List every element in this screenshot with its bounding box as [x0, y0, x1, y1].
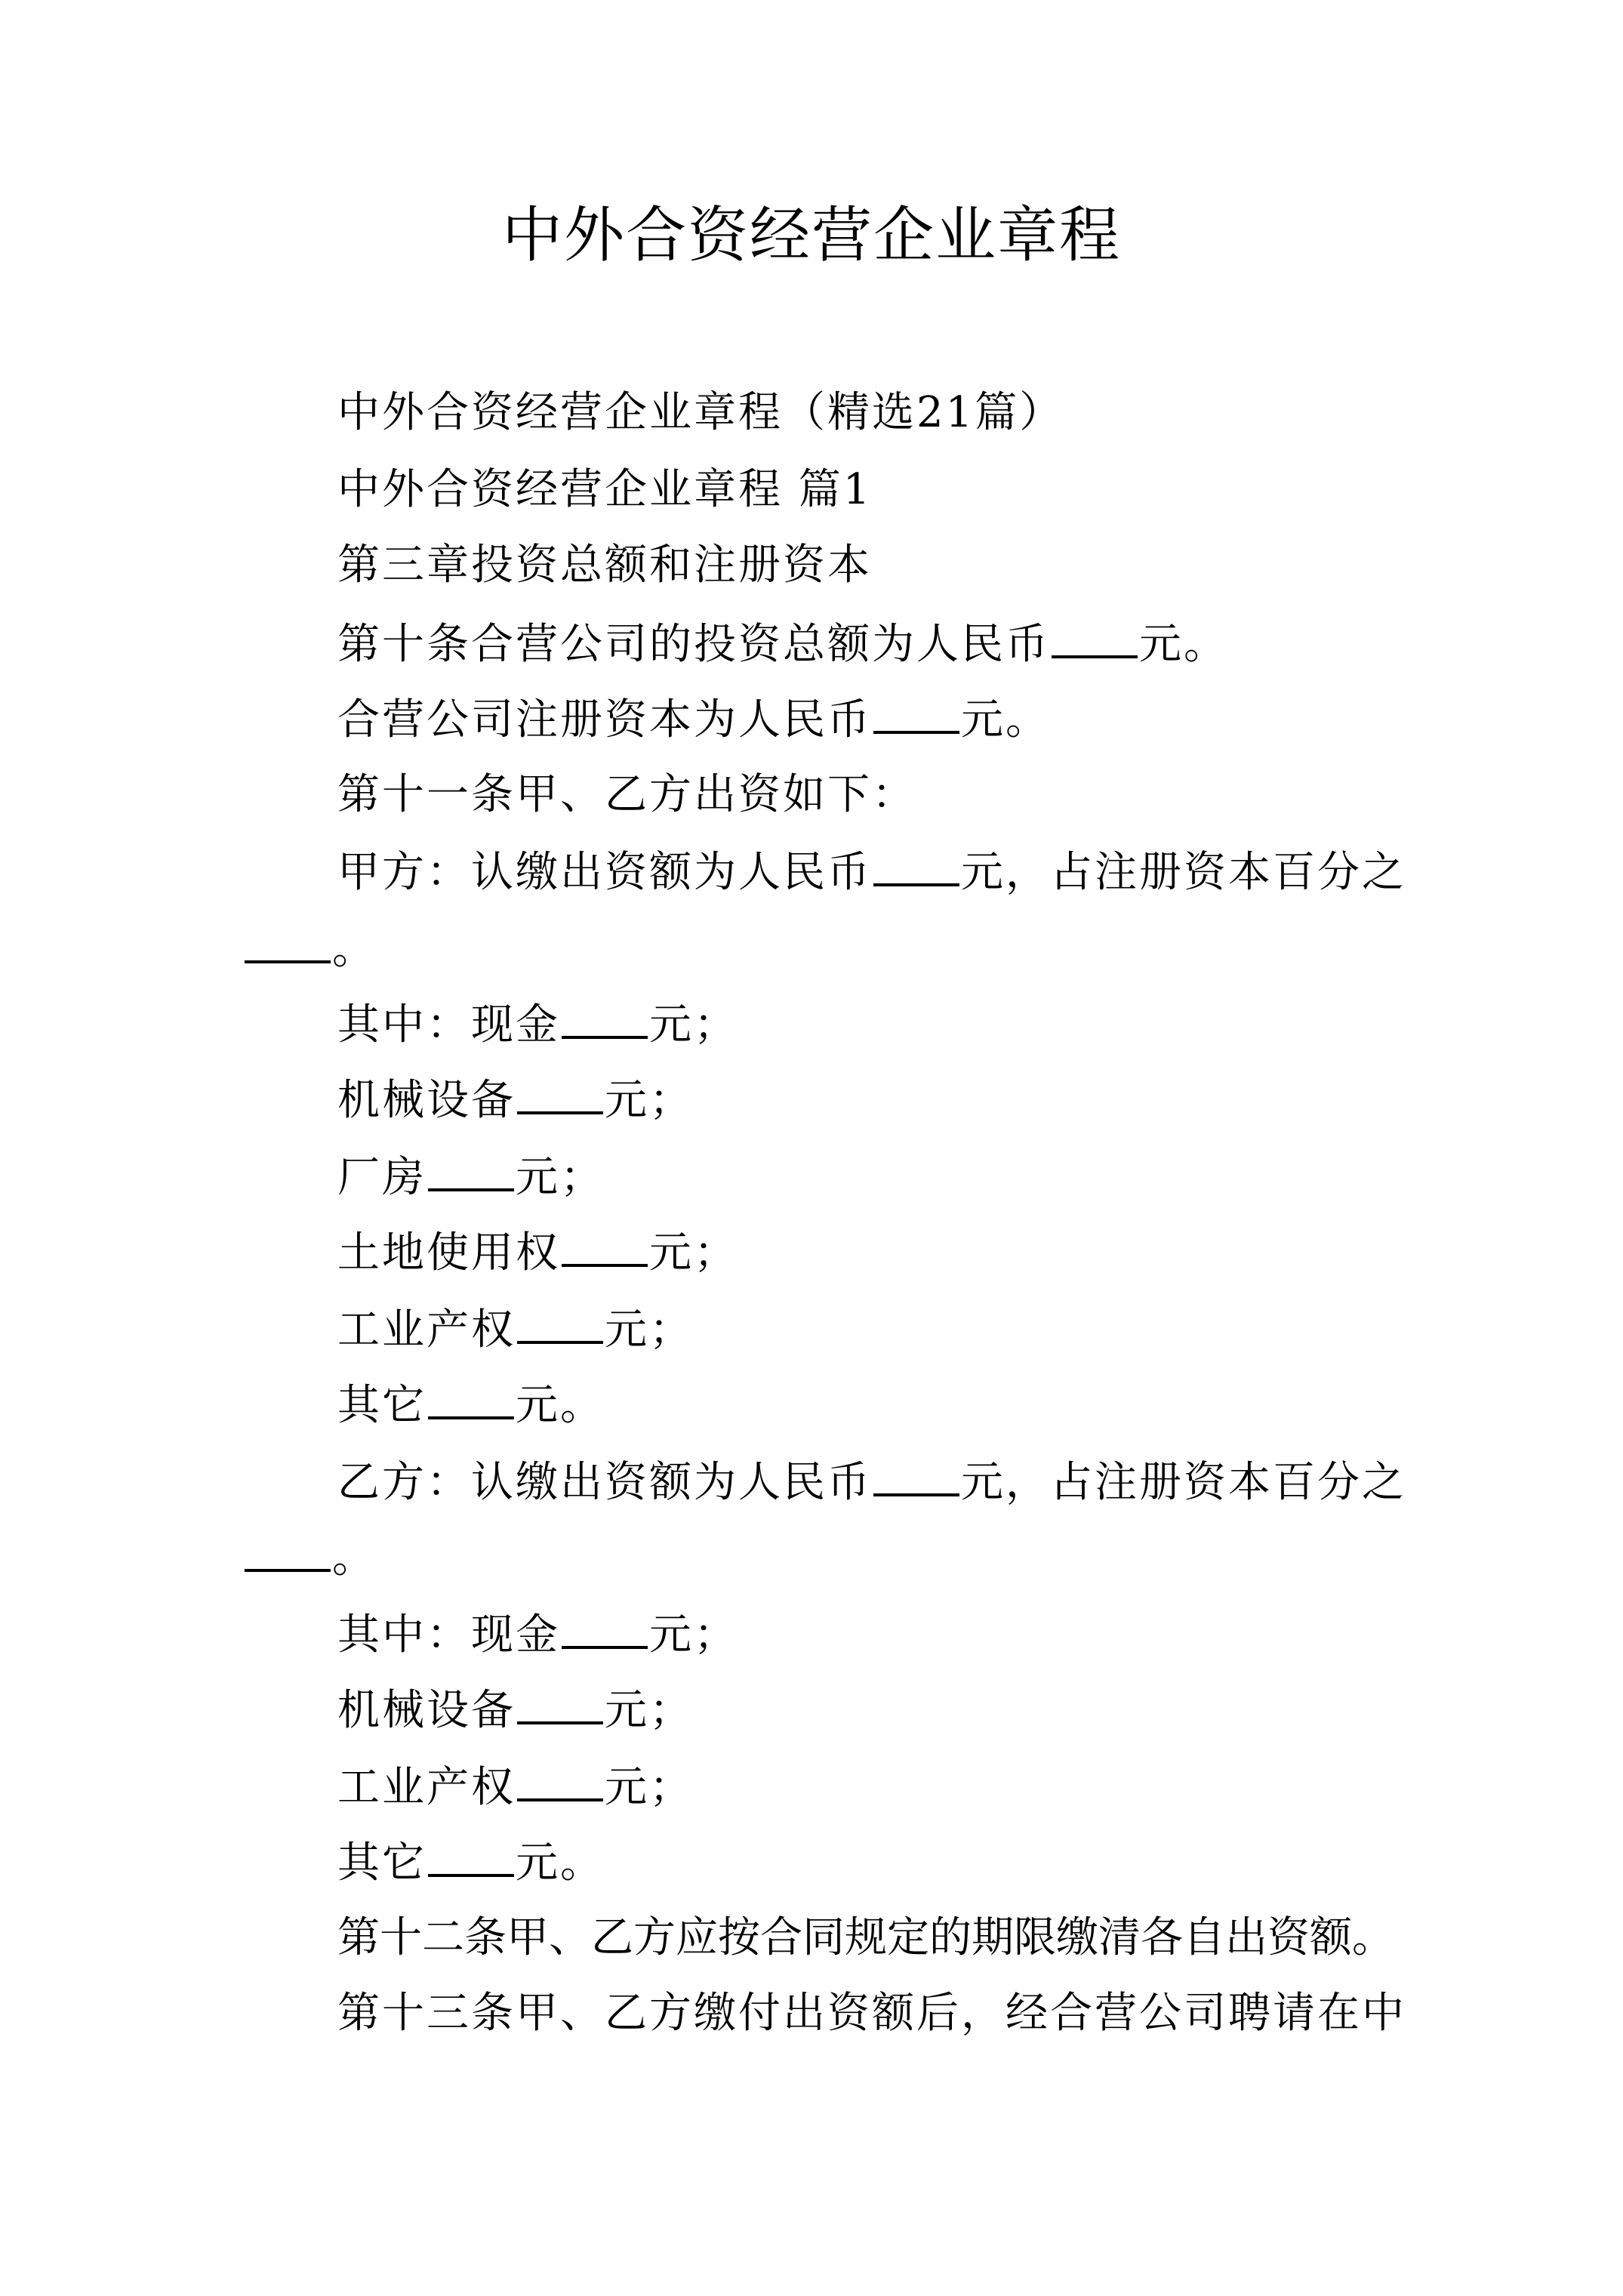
fill-blank [562, 1607, 648, 1649]
text-segment: 其它 [337, 1381, 427, 1430]
text-segment: 元。 [1139, 620, 1228, 669]
text-segment: 元。 [516, 1838, 605, 1888]
fill-blank [517, 1682, 603, 1724]
text-segment: 元； [516, 1153, 605, 1202]
article-12: 第十二条甲、乙方应按合同规定的期限缴清各自出资额。 [337, 1913, 1394, 1962]
party-a-plant [337, 1149, 605, 1204]
fill-blank [873, 1454, 959, 1496]
text-segment: 元； [605, 1305, 694, 1354]
text-segment: 。 [332, 1533, 377, 1583]
text-segment: 机械设备 [337, 1686, 516, 1735]
text-segment: 厂房 [337, 1153, 427, 1202]
party-a-contribution [337, 844, 1406, 899]
party-a-industrial-property [337, 1302, 694, 1357]
text-segment: 元，占注册资本百分之 [961, 848, 1406, 897]
fill-blank [428, 1149, 514, 1191]
party-b-contribution [337, 1454, 1406, 1509]
document-title: 中外合资经营企业章程 [502, 200, 1121, 270]
article-13: 第十三条甲、乙方缴付出资额后，经合营公司聘请在中 [337, 1989, 1406, 2038]
section-heading: 中外合资经营企业章程 篇1 [337, 465, 873, 514]
text-segment: 工业产权 [337, 1305, 516, 1354]
text-segment: 元； [605, 1076, 694, 1125]
text-segment: 元； [605, 1686, 694, 1735]
article-11: 第十一条甲、乙方出资如下： [337, 770, 916, 819]
text-segment: 元。 [961, 695, 1050, 744]
text-segment: 第十条合营公司的投资总额为人民币 [337, 620, 1050, 669]
party-a-machinery [337, 1072, 694, 1127]
text-segment: 乙方：认缴出资额为人民币 [337, 1458, 872, 1507]
text-segment: 甲方：认缴出资额为人民币 [337, 848, 872, 897]
text-segment: 元； [649, 1228, 738, 1277]
registered-capital [337, 692, 1050, 747]
fill-blank [562, 997, 648, 1039]
chapter-heading: 第三章投资总额和注册资本 [337, 541, 872, 590]
party-a-other [337, 1377, 605, 1432]
document-subtitle: 中外合资经营企业章程（精选21篇） [337, 388, 1064, 437]
fill-blank [428, 1377, 514, 1419]
fill-blank [873, 692, 959, 734]
party-b-other [337, 1835, 605, 1890]
fill-blank [245, 1530, 331, 1572]
fill-blank [562, 1225, 648, 1267]
party-b-machinery [337, 1682, 694, 1737]
fill-blank [873, 844, 959, 886]
text-segment: 其它 [337, 1838, 427, 1888]
text-segment: 元，占注册资本百分之 [961, 1458, 1406, 1507]
text-segment: 其中：现金 [337, 1610, 560, 1660]
fill-blank [517, 1072, 603, 1114]
text-segment: 工业产权 [337, 1763, 516, 1812]
party-b-industrial-property [337, 1759, 694, 1814]
text-segment: 元； [649, 1000, 738, 1049]
party-a-cash [337, 997, 738, 1052]
text-segment: 元； [649, 1610, 738, 1660]
fill-blank [428, 1835, 514, 1877]
text-segment: 合营公司注册资本为人民币 [337, 695, 872, 744]
party-a-contribution-cont [243, 921, 377, 976]
fill-blank [245, 921, 331, 963]
text-segment: 机械设备 [337, 1076, 516, 1125]
text-segment: 土地使用权 [337, 1228, 560, 1277]
text-segment: 。 [332, 925, 377, 974]
text-segment: 元； [605, 1763, 694, 1812]
fill-blank [517, 1759, 603, 1801]
party-a-land-use [337, 1225, 738, 1280]
fill-blank [517, 1302, 603, 1344]
party-b-cash [337, 1607, 738, 1662]
party-b-contribution-cont [243, 1530, 377, 1585]
fill-blank [1052, 616, 1138, 658]
text-segment: 元。 [516, 1381, 605, 1430]
text-segment: 其中：现金 [337, 1000, 560, 1049]
article-10 [337, 616, 1228, 671]
